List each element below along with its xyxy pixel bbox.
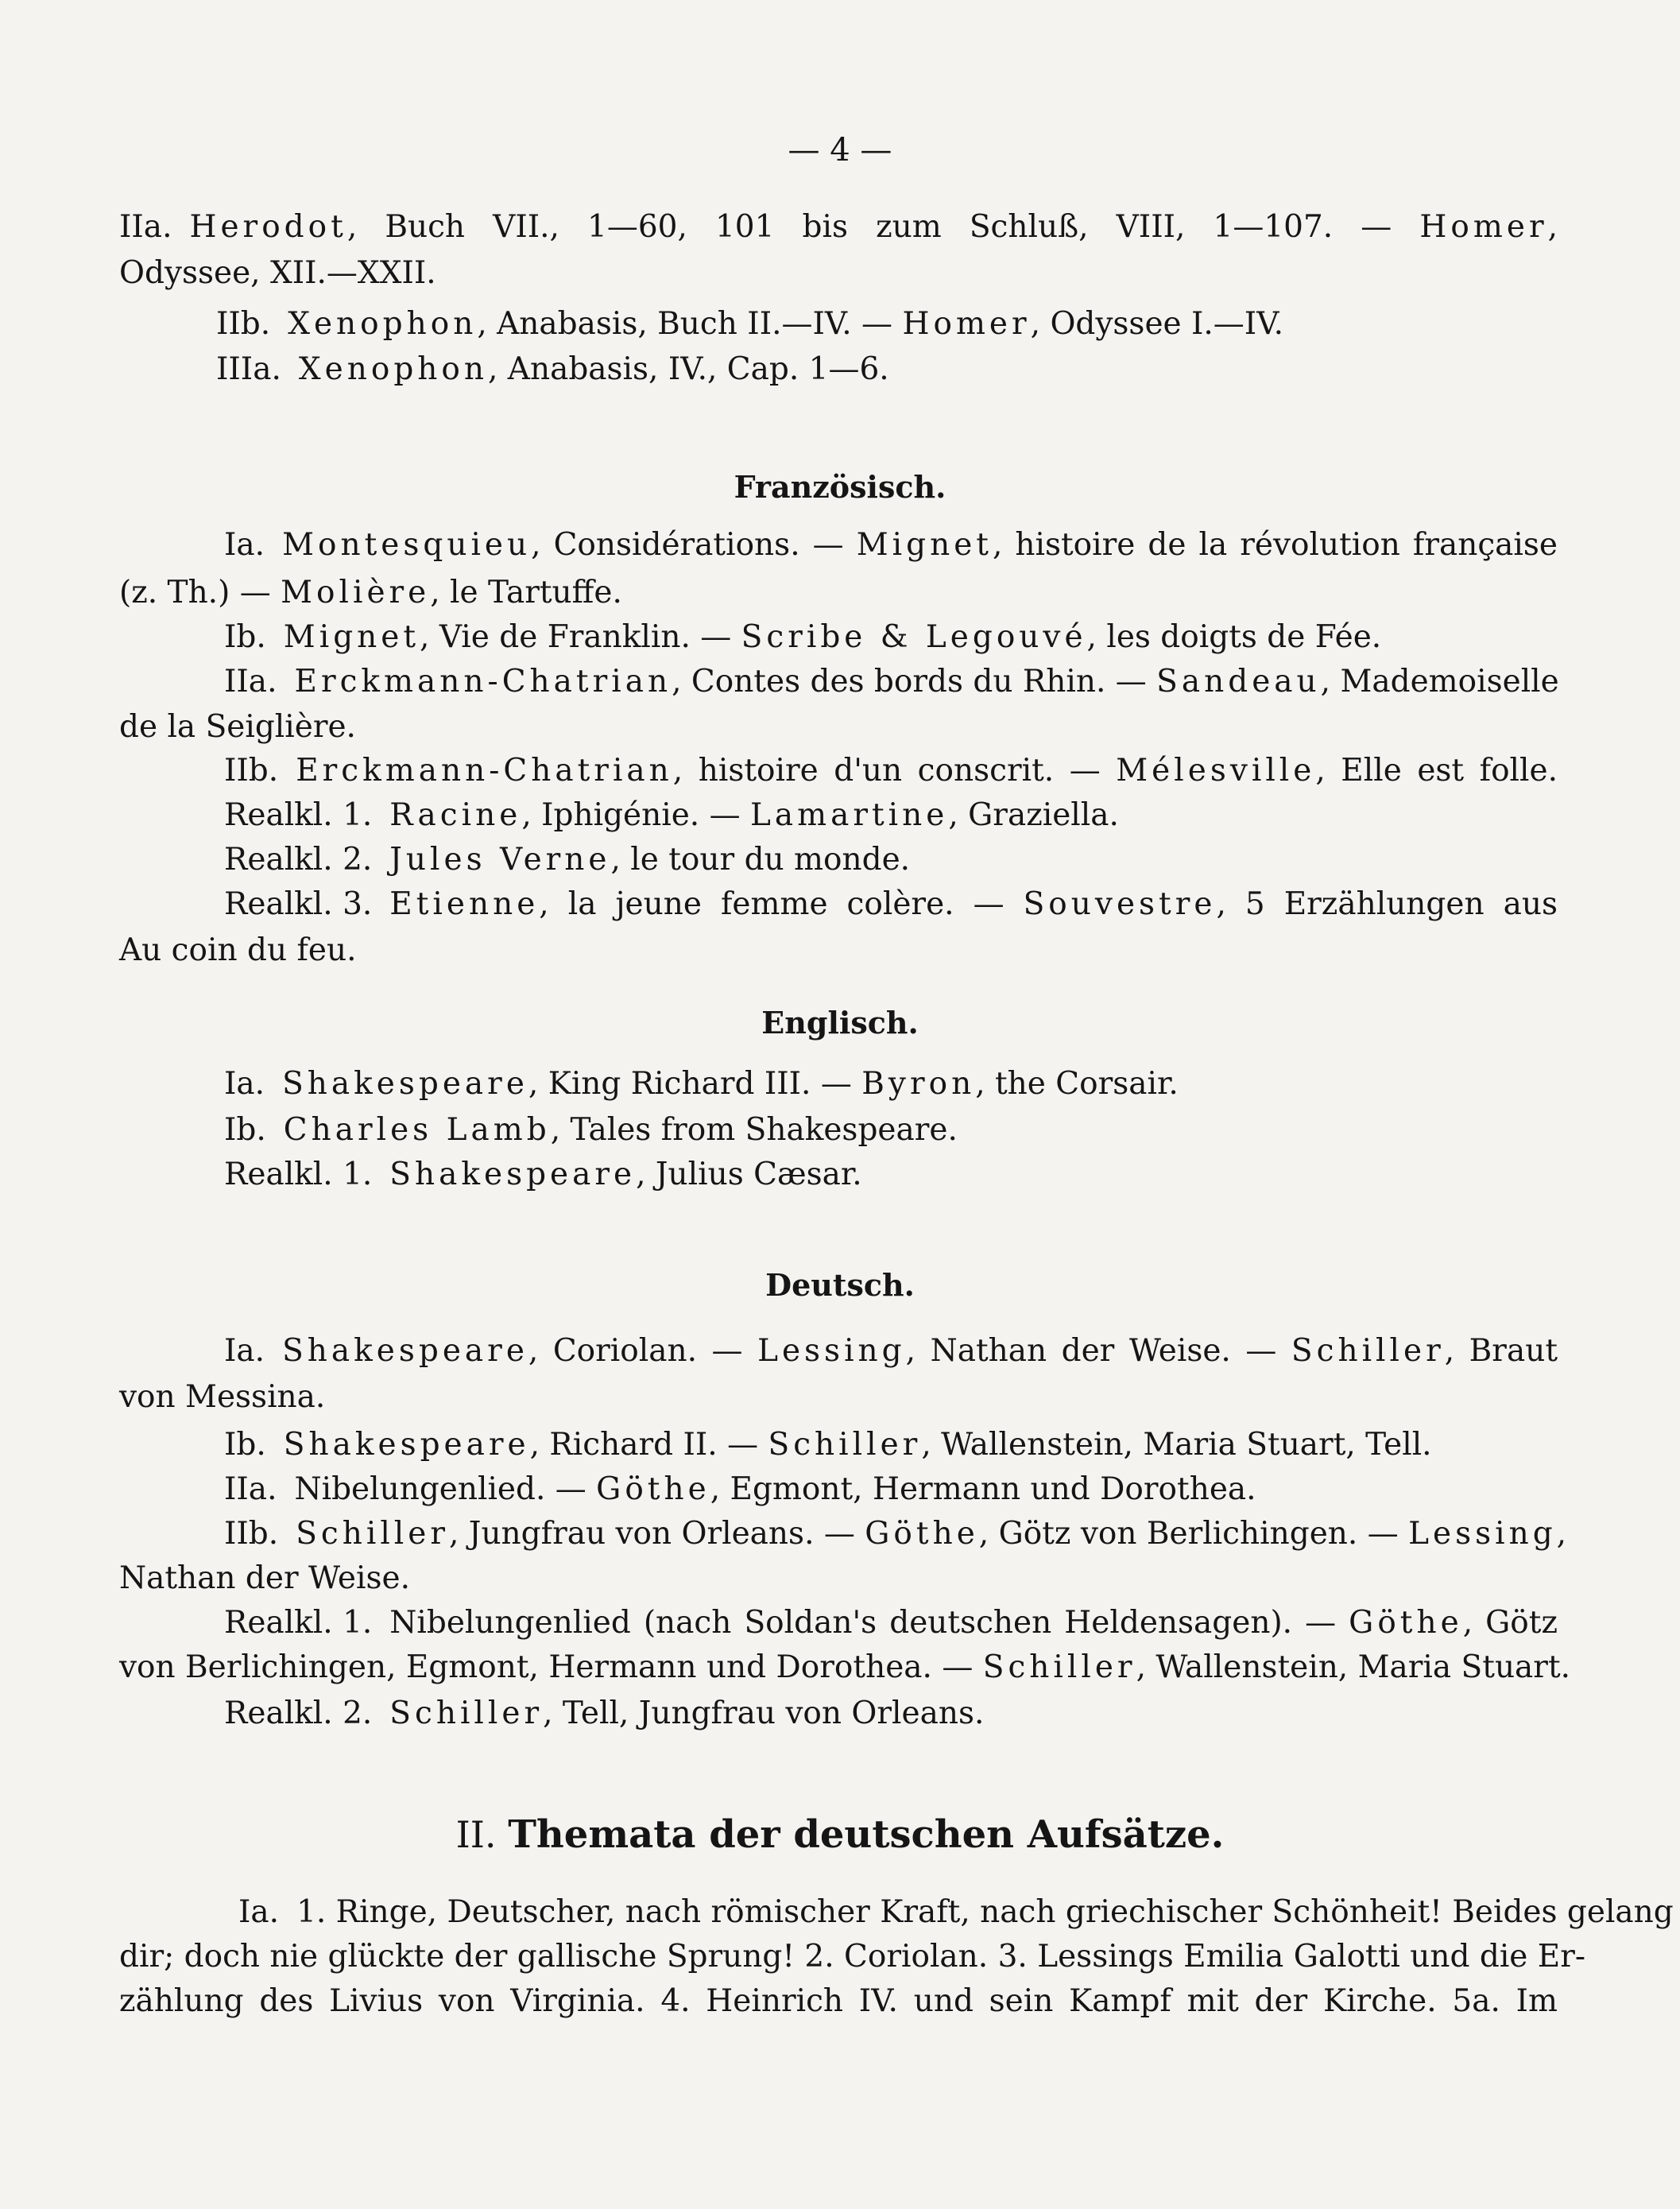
text-line: Au coin du feu. <box>119 932 357 968</box>
text-line: IIb. Schiller, Jungfrau von Orleans. — Göthe, Götz von Berlichingen. — Lessing, <box>224 1516 1567 1552</box>
section-title: Themata der deutschen Aufsätze. <box>508 1812 1225 1857</box>
text-line: de la Seiglière. <box>119 709 356 745</box>
text-line: IIa. Nibelungenlied. — Göthe, Egmont, Hermann und Dorothea. <box>224 1471 1256 1507</box>
text-line: Realkl. 1. Shakespeare, Julius Cæsar. <box>224 1157 862 1192</box>
section-two-heading <box>0 1809 1680 1860</box>
section-heading-english: Englisch. <box>761 1005 919 1041</box>
section-heading-german: Deutsch. <box>765 1267 915 1303</box>
text-line: Ia. Montesquieu, Considérations. — Mignet, histoire de la révolution française <box>224 527 1558 563</box>
text-line: von Messina. <box>119 1379 326 1415</box>
text-line: Realkl. 2. Schiller, Tell, Jungfrau von Orleans. <box>224 1696 985 1731</box>
text-line: IIIa. Xenophon, Anabasis, IV., Cap. 1—6. <box>216 351 889 387</box>
text-line: Ib. Mignet, Vie de Franklin. — Scribe & Legouvé, les doigts de Fée. <box>224 619 1382 655</box>
text-line: Ia. Shakespeare, King Richard III. — Byron, the Corsair. <box>224 1066 1179 1102</box>
text-line: Ib. Shakespeare, Richard II. — Schiller, Wallenstein, Maria Stuart, Tell. <box>224 1427 1432 1463</box>
text-line: IIb. Erckmann-Chatrian, histoire d'un conscrit. — Mélesville, Elle est folle. <box>224 753 1558 789</box>
text-line: Realkl. 3. Etienne, la jeune femme colère. — Souvestre, 5 Erzählungen aus <box>224 886 1558 922</box>
text-line: dir; doch nie glückte der gallische Sprung! 2. Coriolan. 3. Lessings Emilia Galotti und die Er- <box>119 1939 1586 1975</box>
text-line: Realkl. 1. Racine, Iphigénie. — Lamartine, Graziella. <box>224 797 1119 833</box>
text-line: zählung des Livius von Virginia. 4. Heinrich IV. und sein Kampf mit der Kirche. 5a. Im <box>119 1983 1558 2019</box>
text-line: Ib. Charles Lamb, Tales from Shakespeare. <box>224 1112 958 1148</box>
text-line: Realkl. 1. Nibelungenlied (nach Soldan's deutschen Heldensagen). — Göthe, Götz <box>224 1605 1558 1641</box>
text-line: Realkl. 2. Jules Verne, le tour du monde. <box>224 842 911 878</box>
text-line: Ia. Shakespeare, Coriolan. — Lessing, Nathan der Weise. — Schiller, Braut <box>224 1333 1558 1369</box>
text-line: IIa. Erckmann-Chatrian, Contes des bords du Rhin. — Sandeau, Mademoiselle <box>224 664 1559 700</box>
text-line: IIb. Xenophon, Anabasis, Buch II.—IV. — Homer, Odyssee I.—IV. <box>216 306 1283 342</box>
section-number: II. <box>455 1813 497 1856</box>
text-line: (z. Th.) — Molière, le Tartuffe. <box>119 575 622 610</box>
text-line: Nathan der Weise. <box>119 1560 410 1596</box>
text-line: von Berlichingen, Egmont, Hermann und Dorothea. — Schiller, Wallenstein, Maria Stuart. <box>119 1649 1571 1685</box>
text-line: IIa. Herodot, Buch VII., 1—60, 101 bis zum Schluß, VIII, 1—107. — Homer, <box>119 209 1558 245</box>
page-number: — 4 — <box>788 132 892 169</box>
text-line: Ia. 1. Ringe, Deutscher, nach römischer Kraft, nach griechischer Schönheit! Beides gelang <box>238 1894 1674 1930</box>
text-line: Odyssee, XII.—XXII. <box>119 255 436 291</box>
section-heading-french: Französisch. <box>734 469 946 505</box>
